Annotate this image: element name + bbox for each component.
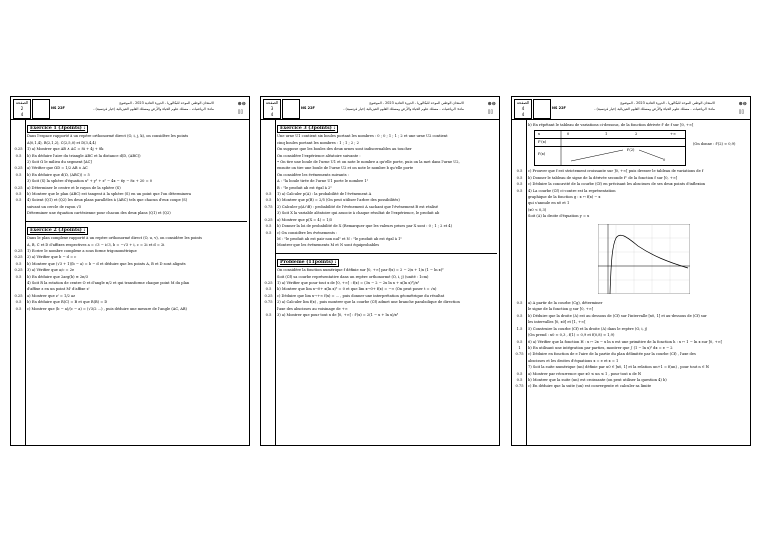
page-number: 4 <box>521 106 525 111</box>
page-number: 3 <box>270 106 274 111</box>
table-row-label: f'(x) <box>538 152 546 157</box>
points-value: 0.25 <box>14 293 23 298</box>
question-text: On considère les événements suivants : <box>277 172 350 177</box>
table-cell: 2 <box>635 132 638 137</box>
question-text: On suppose que les boules des deux urnes sont indiscernables au toucher <box>277 147 412 152</box>
points-value: 0.5 <box>516 377 523 382</box>
question-text: On considère l'expérience aléatoire suivante : <box>277 153 361 158</box>
question-text: 7) Soit la suite numérique (un) définie par u0 ∈ ]x0, 1[ et la relation un+1 = f(un) , pour tout n ∈ ℕ <box>528 365 709 370</box>
question-text: 5) Construire la courbe (Cf) et la droite (Δ) dans le repère (O, i, j) <box>528 326 648 331</box>
question-text: 4) La courbe (Cf) ci-contre est la représentation <box>528 188 616 193</box>
question-text: 6) a) Vérifier que la fonction H : x ↦ 2x − x ln x est une primitive de la fonction h : x ↦ 1 − ln x sur ]0, +∞[ <box>528 339 723 344</box>
page-label: الصفحة <box>516 100 530 105</box>
code-box <box>282 99 300 119</box>
question-text: a) Montrer que z' = 1/2 az <box>27 293 76 298</box>
question-text: A, B, C et D d'affixes respectives a = √3 − i√3, b = −√3 + i, c = 2i et d = 2i <box>27 242 165 247</box>
variation-table <box>534 130 736 166</box>
header-title <box>319 100 464 112</box>
question-text: 3) Soit (S) la sphère d'équation x² + y² + z² − 4x − 6y − 8z + 20 = 0 <box>27 179 153 184</box>
question-text: graphique de la fonction g : x ↦ f(x) − x <box>528 195 601 200</box>
page-header <box>261 97 499 120</box>
points-value: 0.25 <box>264 280 273 285</box>
points-value: 0.5 <box>15 306 22 311</box>
points-value: 0.5 <box>15 300 22 305</box>
question-text: Soit (Δ) la droite d'équation y = x <box>528 214 590 219</box>
points-value: 0.75 <box>264 300 273 305</box>
question-text: a) Montrer que p(X = 4) = 1/5 <box>277 217 333 222</box>
question-text: b) Donner le tableau de signe de la dérivée seconde f'' de la fonction f sur ]0, +∞[ <box>528 175 678 180</box>
points-value: 0.5 <box>516 188 523 193</box>
question-line <box>515 383 746 389</box>
points-value: 0.5 <box>516 301 523 306</box>
table-value: f'(2) <box>627 148 635 153</box>
question-text: b) Montrer que le plan (ABC) est tangent à la sphère (S) en un point que l'on déterminera <box>27 192 192 197</box>
points-value: 0.25 <box>14 248 23 253</box>
points-value: 1.5 <box>516 326 523 331</box>
question-text: Déterminer une équation cartésienne pour chacun des deux plans (Q1) et (Q2) <box>27 211 171 216</box>
question-line <box>528 122 746 128</box>
table-cell: x <box>538 132 541 137</box>
question-text: b) En déduire que R(C) = B et que R(B) = D <box>27 300 108 305</box>
table-note: (On donne : f'(2) ≈ 0,9) <box>693 142 736 147</box>
points-value: 0.5 <box>15 192 22 197</box>
problem-title: Problème (11points) : <box>277 259 339 267</box>
question-text: (x0 < 0,3) <box>528 207 547 212</box>
question-text: A : "la boule tirée de l'urne U1 porte le nombre 1" <box>277 179 369 184</box>
exam-code: NS 22F <box>51 106 65 110</box>
question-text: 4) Soit R la rotation de centre O et d'angle π/2 et qui transforme chaque point M du plan <box>27 280 190 285</box>
question-text: On considère la fonction numérique f définie sur ]0, +∞[ par f(x) = 2 − 2/x + 1/x (1 − ln x)² <box>277 268 444 273</box>
question-line <box>15 306 245 312</box>
page-number-box <box>13 99 31 119</box>
question-text: 2) a) Calculer lim f(x) , puis montrer que la courbe (Cf) admet une branche parabolique de direction <box>277 300 460 305</box>
header-title-line1: الامتحان الوطني الموحد للبكالوريا - الدورة العادية 2023 - الموضوع <box>119 101 214 105</box>
exam-code: NS 22F <box>552 106 566 110</box>
question-text: A(0,1,4), B(2,1,2), C(2,5,0) et D(3,4,4) <box>27 140 97 145</box>
points-value: 0.25 <box>14 147 23 152</box>
question-text: 2) a) Vérifier que b − d = c <box>27 255 77 260</box>
table-row-label: f''(x) <box>538 140 547 145</box>
points-value: 0.5 <box>516 313 523 318</box>
exam-page-2 <box>10 96 250 446</box>
question-text: 2) Calculer p(A∩B) : probabilité de l'événement A sachant que l'événement B est réalisé <box>277 204 439 209</box>
question-text: b) En répétant le tableau de variations ci-dessous, de la fonction dérivée f' de f sur ]0, +∞[ <box>528 123 694 127</box>
question-text: b) Donner la loi de probabilité de X (Remarquer que les valeurs prises par X sont : 0 ; 1 ; 2 et 4) <box>277 224 452 229</box>
exercise-1-title: Exercice 1 (3points) : <box>27 125 88 133</box>
question-text: ensuite on tire une boule de l'urne U2 et on note le nombre b qu'elle porte <box>277 166 414 171</box>
question-text: M : "le produit ab est pair non nul" et N : "le produit ab est égal à 1" <box>277 236 403 241</box>
question-text: Une urne U1 contient six boules portant les nombres : 0 ; 0 ; 1 ; 1 ; 2 et une urne U2 contient <box>277 134 448 139</box>
points-value: 0.5 <box>265 287 272 292</box>
header-title <box>69 100 214 112</box>
question-text: les intervalles ]0, x0] et [1, +∞[ <box>528 320 586 325</box>
exercise-2-title: Exercice 2 (3points) : <box>27 227 88 235</box>
logo: ⊕⊖ ▯▯ <box>738 101 747 115</box>
question-text: qui s'annule en x0 et 1 <box>528 201 570 206</box>
points-value: 0.5 <box>516 339 523 344</box>
question-text: a) Déterminer le centre et le rayon de la sphère (S) <box>27 185 121 190</box>
question-text: a) Montrer par récurrence que x0 ≤ un ≤ 1 , pour tout n de ℕ <box>528 371 642 376</box>
question-text: c) Prouver que f est strictement croissante sur ]0, +∞[ puis dresser le tableau de variations de f <box>528 169 704 174</box>
question-text: b) En déduire que d(Ω, (ABC)) = 5 <box>27 172 90 177</box>
points-value: 0.75 <box>515 352 524 357</box>
question-text: c) Déduire en fonction de e l'aire de la partie du plan délimitée par la courbe (Cf) , l'axe des <box>528 352 696 357</box>
points-value: 0.5 <box>516 169 523 174</box>
points-value: 0.5 <box>265 224 272 229</box>
points-value: 0.5 <box>265 312 272 317</box>
question-text: b) Montrer que la suite (un) est croissante (on peut utiliser la question 4) b) <box>528 377 667 382</box>
variation-arrows <box>535 131 685 165</box>
question-line <box>27 210 245 216</box>
logo: ⊕⊖ ▯▯ <box>237 101 246 115</box>
page-content <box>14 122 245 312</box>
points-value: 0.5 <box>15 153 22 158</box>
header-title-line1: الامتحان الوطني الموحد للبكالوريا - الدورة العادية 2023 - الموضوع <box>620 101 715 105</box>
question-text: c) Déduire la concavité de la courbe (Cf) en précisant les abscisses de ses deux points d'inflexion <box>528 182 706 187</box>
question-text: c) Montrer que (b − a)/(c − a) = (√3/2 ...) , puis déduire une mesure de l'angle (AC, AB) <box>27 306 187 311</box>
table-cell: 1 <box>605 132 608 137</box>
page-label: الصفحة <box>15 100 29 105</box>
page-total: 4 <box>270 112 274 117</box>
page-content <box>515 122 746 390</box>
question-text: le signe de la fonction g sur ]0, +∞[ <box>528 307 594 312</box>
table-cell: +∞ <box>670 132 677 137</box>
points-value: 0.5 <box>516 371 523 376</box>
question-text: 3) Soit X la variable aléatoire qui associe à chaque résultat de l'expérience, le produit ab <box>277 211 440 216</box>
question-text: Dans le plan complexe rapporté à un repère orthonormé direct (O, u, v), on considère les points <box>27 236 202 241</box>
question-text: b) Montrer que (√3 + 1)(b − a) = b − d et déduire que les points A, B et D sont alignés <box>27 261 186 266</box>
exam-page-4 <box>511 96 751 446</box>
header-title-line2: - مادة: الرياضيات - مسلك علوم الحياة والأرض ومسلك العلوم الفيزيائية (خيار فرنسية) <box>93 107 214 111</box>
points-value: 0.5 <box>265 192 272 197</box>
question-text: 3) a) Montrer que pour tout x de ]0, +∞[ : f'(x) = 2(1 − x + ln x)/x³ <box>277 312 399 317</box>
question-text: (On prend : x0 ≈ 0,3 , f(1) = 0,9 et f(0,8) ≈ 1,9) <box>528 333 615 338</box>
exam-code: NS 22F <box>301 106 315 110</box>
points-value: 0.5 <box>265 198 272 203</box>
question-text: 1) a) Montrer que AB ∧ AC = 8i + 4j + 8k <box>27 147 104 152</box>
header-title-line2: - مادة: الرياضيات - مسلك علوم الحياة والأرض ومسلك العلوم الفيزيائية (خيار فرنسية) <box>594 107 715 111</box>
points-value: 0.25 <box>264 293 273 298</box>
points-value: 1 <box>518 345 521 350</box>
page-header <box>512 97 750 120</box>
exercise-3-title: Exercice 3 (3points) : <box>277 125 338 133</box>
points-value: 0.75 <box>515 384 524 389</box>
points-value: 0.5 <box>265 230 272 235</box>
points-value: 0.5 <box>15 172 22 177</box>
curve-graph <box>598 224 690 294</box>
question-text: b) En utilisant une intégration par parties, montrer que ∫ (1 − ln x)² dx = e − 2 <box>528 345 673 350</box>
question-text: cinq boules portant les nombres : 1 ; 1 ; 2 ; 2 <box>277 140 359 145</box>
question-text: 1) a) Vérifier que pour tout x de ]0, +∞[ : f(x) = (3x − 2 − 2x ln x + x(ln x)²)/x² <box>277 280 420 285</box>
question-line <box>528 213 746 219</box>
page-number-box <box>263 99 281 119</box>
logo: ⊕⊖ ▯▯ <box>487 101 496 115</box>
question-text: 1) Ecrire le nombre complexe a sous forme trigonométrique <box>27 248 137 253</box>
question-text: b) En déduire l'aire du triangle ABC et la distance d(D, (ABC)) <box>27 153 141 158</box>
points-value: 0.75 <box>264 204 273 209</box>
code-box <box>32 99 50 119</box>
question-text: abscisses et les droites d'équations x = e et x = 1 <box>528 358 619 363</box>
question-text: B : "le produit ab est égal à 2" <box>277 185 332 190</box>
table-cell: 0 <box>567 132 570 137</box>
points-value: 0.25 <box>264 217 273 222</box>
points-value: 0.25 <box>14 185 23 190</box>
page-number: 2 <box>20 106 24 111</box>
header-title-line1: الامتحان الوطني الموحد للبكالوريا - الدورة العادية 2023 - الموضوع <box>369 101 464 105</box>
exam-page-3 <box>260 96 500 446</box>
code-box <box>533 99 551 119</box>
question-text: Soit (Cf) sa courbe représentative dans un repère orthonormé (O, i, j) (unité : 1cm) <box>277 274 429 279</box>
question-text: b) Montrer que lim x→0+ x(ln x)² = 0 et que lim x→0+ f(x) = −∞ (On peut poser t = √x) <box>277 287 437 292</box>
page-content <box>264 122 495 318</box>
question-text: b) En déduire que 2arg(b) ≡ 2π/3 <box>27 274 88 279</box>
question-text: l'axe des abscisses au voisinage de +∞ <box>277 306 348 311</box>
table-value: 0 <box>663 158 666 163</box>
page-header <box>11 97 249 120</box>
question-text: c) On considère les événements : <box>277 230 338 235</box>
points-value: 0.25 <box>14 268 23 273</box>
page-number-box <box>514 99 532 119</box>
question-text: 1) a) Calculer p(A) : la probabilité de l'événement A <box>277 192 372 197</box>
header-title <box>570 100 715 112</box>
question-text: a) Vérifier que ΩD = 1/2 AB ∧ AC <box>27 166 88 171</box>
page-total: 4 <box>521 112 525 117</box>
points-value: 0.5 <box>15 198 22 203</box>
question-text: c) En déduire que la suite (un) est convergente et calculer sa limite <box>528 384 652 389</box>
question-text: • On tire une boule de l'urne U1 et on note le nombre a qu'elle porte, puis on la met dans l'urne U2, <box>277 160 460 165</box>
question-text: Montrer que les événements M et N sont équiprobables <box>277 243 380 248</box>
question-line <box>265 312 495 318</box>
question-text: Dans l'espace rapporté à un repère orthonormé direct (O, i, j, k), on considère les points <box>27 134 189 139</box>
points-value: 0.5 <box>516 175 523 180</box>
question-text: suivant un cercle de rayon √5 <box>27 204 82 209</box>
question-text: d'affixe z en un point M' d'affixe z' <box>27 287 90 292</box>
question-text: 3) a) Vérifier que a/c = 2e <box>27 268 75 273</box>
question-line <box>277 242 495 248</box>
question-text: b) Montrer que p(B) = 2/5 (On peut utiliser l'arbre des possibilités) <box>277 198 400 203</box>
header-title-line2: - مادة: الرياضيات - مسلك علوم الحياة والأرض ومسلك العلوم الفيزيائية (خيار فرنسية) <box>343 107 464 111</box>
points-value: 0.25 <box>14 255 23 260</box>
question-text: a) A partir de la courbe (Cg), déterminer <box>528 301 603 306</box>
question-text: b) Déduire que la droite (Δ) est au dessous de (Cf) sur l'intervalle [x0, 1] et au-dessous de (Cf) sur <box>528 313 707 318</box>
points-value: 0.5 <box>15 261 22 266</box>
points-value: 0.5 <box>15 274 22 279</box>
question-text: 2) Soit Ω le milieu du segment [AC] <box>27 160 92 165</box>
page-total: 4 <box>20 112 24 117</box>
question-text: c) Déduire que lim x→+∞ f(x) = ... , puis donner une interprétation géométrique du résultat <box>277 293 445 298</box>
points-value: 0.25 <box>14 166 23 171</box>
points-value: 0.5 <box>516 182 523 187</box>
question-text: 4) Soient (Q1) et (Q2) les deux plans parallèles à (ABC) tels que chacun d'eux coupe (S) <box>27 198 188 203</box>
page-label: الصفحة <box>265 100 279 105</box>
